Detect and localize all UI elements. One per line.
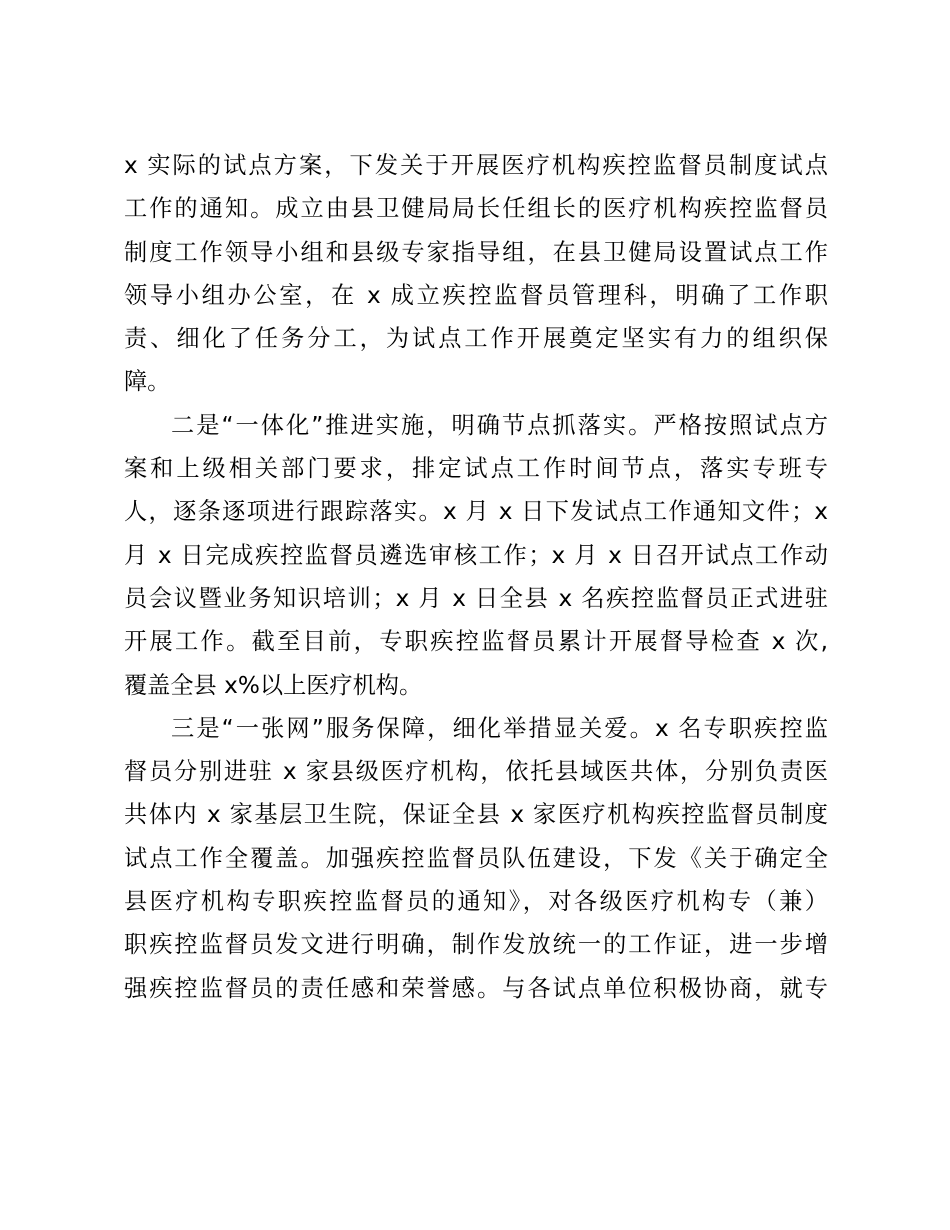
paragraph-2-line-4: 月 x 日完成疾控监督员遴选审核工作；x 月 x 日召开试点工作动 <box>124 541 828 569</box>
paragraph-3-line-1: 三是“一张网”服务保障，细化举措显关爱。x 名专职疾控监 <box>171 714 828 742</box>
paragraph-2-line-6: 开展工作。截至目前，专职疾控监督员累计开展督导检查 x 次, <box>124 628 828 656</box>
paragraph-2-line-5: 员会议暨业务知识培训；x 月 x 日全县 x 名疾控监督员正式进驻 <box>124 584 828 612</box>
paragraph-3-line-7: 强疾控监督员的责任感和荣誉感。与各试点单位积极协商，就专 <box>124 974 828 1002</box>
paragraph-1-line-4: 领导小组办公室，在 x 成立疾控监督员管理科，明确了工作职 <box>124 281 828 309</box>
paragraph-2-line-1: 二是“一体化”推进实施，明确节点抓落实。严格按照试点方 <box>171 411 828 439</box>
paragraph-3-line-3: 共体内 x 家基层卫生院，保证全县 x 家医疗机构疾控监督员制度 <box>124 801 828 829</box>
paragraph-3-line-4: 试点工作全覆盖。加强疾控监督员队伍建设，下发《关于确定全 <box>124 844 828 872</box>
paragraph-2-line-2: 案和上级相关部门要求，排定试点工作时间节点，落实专班专 <box>124 455 828 483</box>
paragraph-3-line-2: 督员分别进驻 x 家县级医疗机构，依托县域医共体，分别负责医 <box>124 758 828 786</box>
paragraph-1-line-6: 障。 <box>124 368 171 396</box>
paragraph-2-line-7: 覆盖全县 x%以上医疗机构。 <box>124 671 423 699</box>
paragraph-1-line-2: 工作的通知。成立由县卫健局局长任组长的医疗机构疾控监督员 <box>124 195 828 223</box>
paragraph-2-line-3: 人，逐条逐项进行跟踪落实。x 月 x 日下发试点工作通知文件；x <box>124 498 828 526</box>
paragraph-1-line-5: 责、细化了任务分工，为试点工作开展奠定坚实有力的组织保 <box>124 325 828 353</box>
paragraph-1-line-1: x 实际的试点方案，下发关于开展医疗机构疾控监督员制度试点 <box>124 152 828 179</box>
document-body <box>124 144 828 1010</box>
paragraph-3-line-6: 职疾控监督员发文进行明确，制作发放统一的工作证，进一步增 <box>124 931 828 959</box>
paragraph-3-line-5: 县医疗机构专职疾控监督员的通知》，对各级医疗机构专（兼） <box>124 888 828 916</box>
paragraph-1-line-3: 制度工作领导小组和县级专家指导组，在县卫健局设置试点工作 <box>124 238 828 266</box>
